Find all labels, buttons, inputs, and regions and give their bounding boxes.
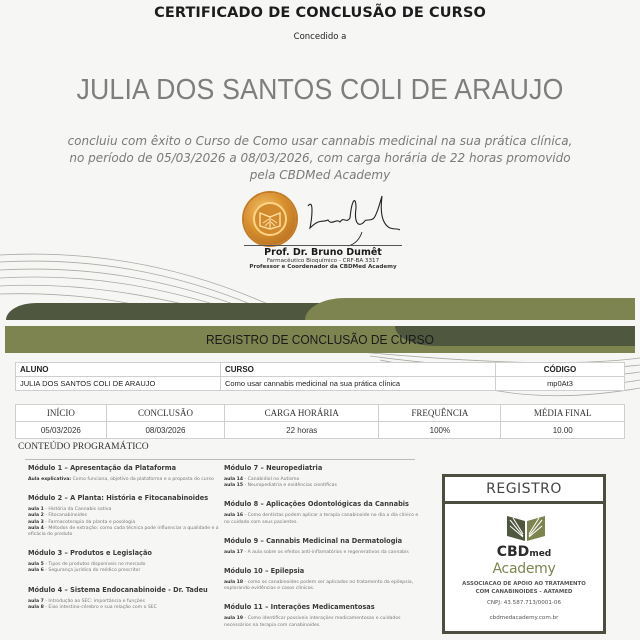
header-student: ALUNO (16, 363, 221, 377)
header-frequency: FREQUÊNCIA (379, 405, 501, 422)
module-item: Módulo 9 – Cannabis Medicinal na Dermatologia aula 17 - A aula sobre os efeitos anti-inflamatórios e regenerativos da cannabis (224, 536, 409, 555)
registration-box-title: REGISTRO (445, 477, 603, 504)
association-name: ASSOCIACAO DE APOIO AO TRATAMENTO COM CANABINOIDES - AATAMED (462, 581, 586, 595)
header-start: INÍCIO (16, 405, 107, 422)
module-item: Módulo 8 – Aplicações Odontológicas da Cannabis aula 16 - Como dentistas podem aplicar a terapia canabinoide no dia a dia clínico e no cuidado com seus pacientes. (224, 500, 419, 525)
start-date: 05/03/2026 (16, 422, 107, 439)
student-value: JULIA DOS SANTOS COLI DE ARAUJO (16, 377, 221, 391)
header-conclusion: CONCLUSÃO (106, 405, 224, 422)
open-book-logo-icon (505, 512, 547, 542)
decorative-band-olive (305, 298, 635, 320)
module-item: Módulo 11 – Interações Medicamentosas aula 19 - Como identificar possíveis interações medicamentosas e cuidados necessários na terapia com canabinoides. (224, 603, 401, 628)
logo-cbd-text: CBDmed (496, 544, 552, 560)
registration-box (442, 474, 606, 634)
divider (25, 459, 415, 460)
conclusion-date: 08/03/2026 (106, 422, 224, 439)
professor-role: Professor e Coordenador da CBDMed Academy (249, 264, 397, 270)
program-content-title: CONTEÚDO PROGRAMÁTICO (18, 442, 149, 452)
gold-seal-icon (244, 193, 296, 245)
student-name: JULIA DOS SANTOS COLI DE ARAUJO (76, 74, 564, 106)
signature-image (300, 188, 400, 248)
header-code: CÓDIGO (496, 363, 625, 377)
header-workload: CARGA HORÁRIA (225, 405, 379, 422)
workload-value: 22 horas (225, 422, 379, 439)
module-item: Módulo 4 – Sistema Endocanabinoide - Dr. Tadeu aula 7 - Introdução ao SEC: importância e funções aula 8 - Eixo intestino-cérebro e sua relação com o SEC (28, 585, 208, 610)
registry-title: REGISTRO DE CONCLUSÃO DE CURSO (206, 332, 434, 347)
program-right-column (224, 464, 419, 640)
decorative-band-dark (6, 303, 336, 320)
signature-line (244, 245, 402, 246)
module-item: Módulo 2 – A Planta: História e Fitocanabinoides aula 1 - História da Cannabis sativa aula 2 - Fitocanabinoides aula 3 - Farmacoterapia da planta e posologia aula 4 - Métodos de extração: como cada técnica pode influenciar a qualidade e a eficácia do produto (28, 494, 219, 538)
course-value: Como usar cannabis medicinal na sua prática clínica (221, 377, 496, 391)
professor-name: Prof. Dr. Bruno Dumêt (264, 247, 382, 258)
student-course-table (15, 362, 625, 391)
table-header-row (16, 363, 625, 377)
header-final-grade: MÉDIA FINAL (501, 405, 625, 422)
course-details-table (15, 404, 625, 439)
module-item: Módulo 7 – Neuropediatria aula 14 - Canabidiol no Autismo aula 15 - Neuropediatria e evidências científicas (224, 464, 337, 489)
module-item: Módulo 3 – Produtos e Legislação aula 5 - Tipos de produtos disponíveis no mercado aula 6 - Segurança jurídica do médico prescritor (28, 549, 152, 574)
header-course: CURSO (221, 363, 496, 377)
module-item: Módulo 10 – Epilepsia aula 18 - como os canabinoides podem ser aplicados no tratamento da epilepsia, explorando evidências e casos clínicos. (224, 567, 414, 592)
frequency-value: 100% (379, 422, 501, 439)
certificate-title: CERTIFICADO DE CONCLUSÃO DE CURSO (154, 5, 486, 21)
program-left-column (28, 464, 223, 622)
logo-academy-text: Academy (492, 561, 556, 577)
final-grade-value: 10.00 (501, 422, 625, 439)
code-value: mp0At3 (496, 377, 625, 391)
completion-description: concluiu com êxito o Curso de Como usar cannabis medicinal na sua prática clínica, no período de 05/03/2026 a 08/03/2026, com carga horária de 22 horas promovido pela CBDMed Academy (67, 134, 573, 182)
cnpj-number: CNPJ: 43.587.713/0001-06 (486, 600, 562, 606)
table-header-row (16, 405, 625, 422)
granted-to-label: Concedido a (293, 32, 347, 42)
table-row (16, 377, 625, 391)
website-link[interactable]: cbdmedacademy.com.br (489, 615, 559, 621)
module-item: Módulo 1 – Apresentação da Plataforma Aula explicativa: Como funciona, objetivo da plataforma e a proposta do curso (28, 464, 214, 482)
table-row (16, 422, 625, 439)
professor-credentials: Farmacêutico Bioquímico - CRF-BA 3317 (266, 258, 380, 264)
